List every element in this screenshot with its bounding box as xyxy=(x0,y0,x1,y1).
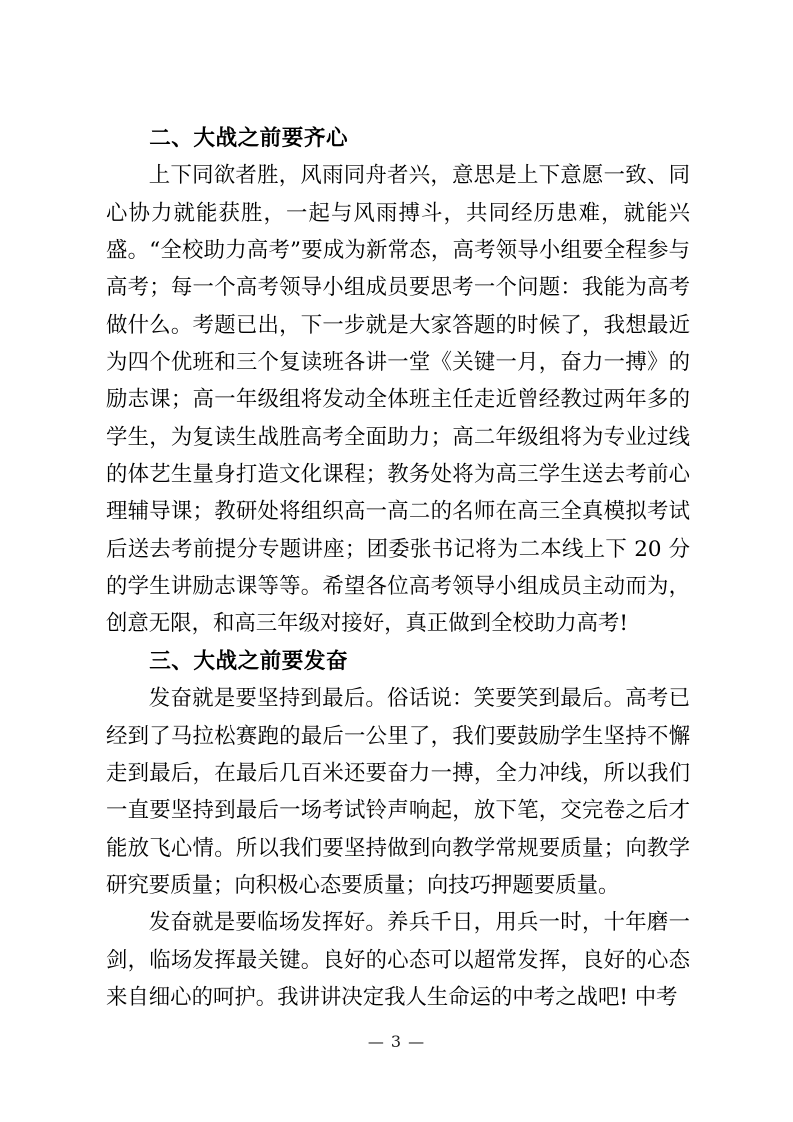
paragraph: 发奋就是要临场发挥好。养兵千日，用兵一时，十年磨一剑，临场发挥最关键。良好的心态可以超常发挥，良好的心态来自细心的呵护。我讲讲决定我人生命运的中考之战吧! 中考 xyxy=(106,910,690,1010)
section-heading-2: 二、大战之前要齐心 xyxy=(149,126,349,151)
paragraph: 上下同欲者胜，风雨同舟者兴，意思是上下意愿一致、同心协力就能获胜，一起与风雨搏斗，共同经历患难，就能兴盛。“全校助力高考”要成为新常态，高考领导小组要全程参与高考；每一个高考领导小组成员要思考一个问题：我能为高考做什么。考题已出，下一步就是大家答题的时候了，我想最近为四个优班和三个复读班各讲一堂《关键一月，奋力一搏》的励志课；高一年级组将发动全体班主任走近曾经教过两年多的学生，为复读生战胜高考全面助力；高二年级组将为专业过线的体艺生量身打造文化课程；教务处将为高三学生送去考前心理辅导课；教研处将组织高一高二的名师在高三全真模拟考试后送去考前提分专题讲座；团委张书记将为二本线上下 20 分的学生讲励志课等等。希望各位高考领导小组成员主动而为，创意无限，和高三年级对接好，真正做到全校助力高考! xyxy=(106,163,690,637)
document-content xyxy=(106,120,690,1016)
page-number: — 3 — xyxy=(367,1032,426,1051)
section-heading-3: 三、大战之前要发奋 xyxy=(149,648,349,674)
paragraph: 发奋就是要坚持到最后。俗话说：笑要笑到最后。高考已经到了马拉松赛跑的最后一公里了，我们要鼓励学生坚持不懈走到最后，在最后几百米还要奋力一搏，全力冲线，所以我们一直要坚持到最后一场考试铃声响起，放下笔，交完卷之后才能放飞心情。所以我们要坚持做到向教学常规要质量；向教学研究要质量；向积极心态要质量；向技巧押题要质量。 xyxy=(106,686,690,898)
